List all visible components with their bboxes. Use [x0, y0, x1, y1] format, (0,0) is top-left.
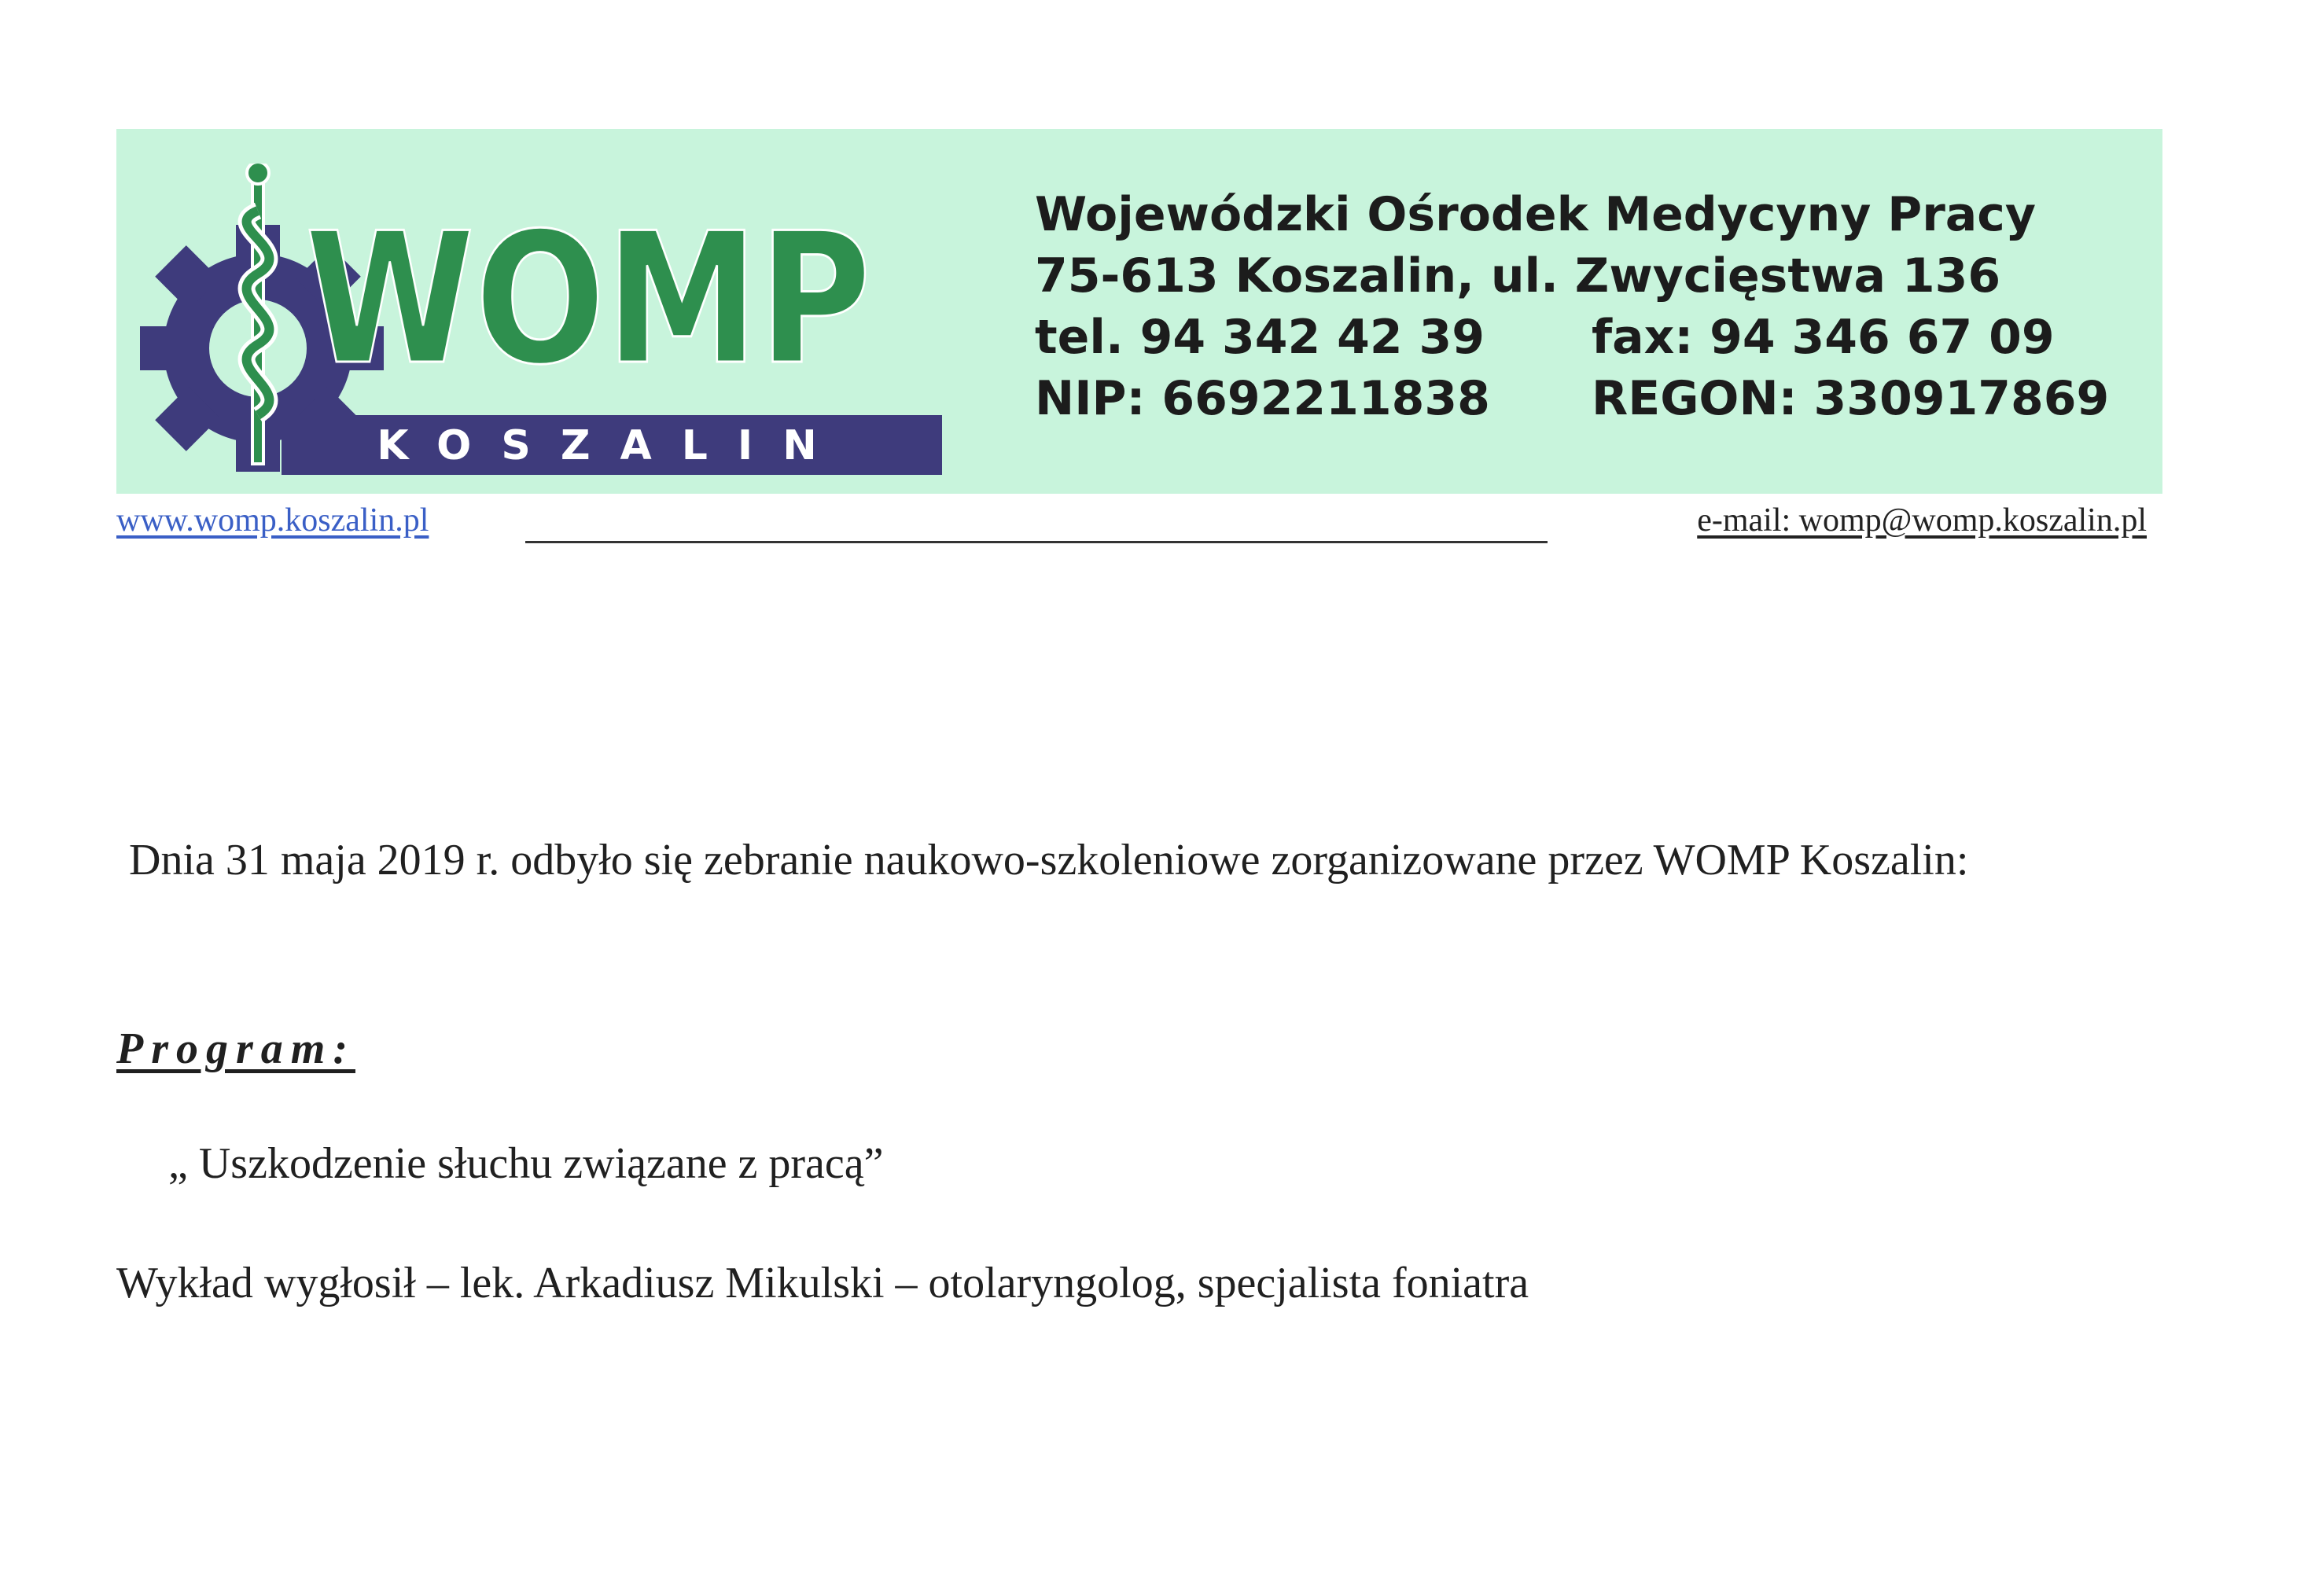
logo-subtitle: KOSZALIN — [377, 422, 847, 469]
nip-number: NIP: 6692211838 — [1035, 371, 1490, 426]
logo-wordmark: WOMP — [305, 195, 871, 405]
website-link[interactable]: www.womp.koszalin.pl — [116, 502, 429, 539]
intro-paragraph: Dnia 31 maja 2019 r. odbyło się zebranie naukowo-szkoleniowe zorganizowane przez WOMP Koszalin: — [129, 836, 1969, 884]
fax-number: fax: 94 346 67 09 — [1592, 310, 2055, 365]
regon-number: REGON: 330917869 — [1592, 371, 2110, 426]
organization-name: Wojewódzki Ośrodek Medycyny Pracy — [1035, 187, 2036, 242]
womp-logo — [140, 164, 942, 478]
phone-number: tel. 94 342 42 39 — [1035, 310, 1485, 365]
program-heading: Program: — [116, 1024, 355, 1073]
lecture-title: „ Uszkodzenie słuchu związane z pracą” — [168, 1139, 884, 1188]
email-address: e-mail: womp@womp.koszalin.pl — [1697, 502, 2147, 539]
organization-address: 75-613 Koszalin, ul. Zwycięstwa 136 — [1035, 248, 2001, 303]
header-divider — [525, 541, 1548, 543]
lecturer-line: Wykład wygłosił – lek. Arkadiusz Mikulski – otolaryngolog, specjalista foniatra — [116, 1259, 1529, 1307]
